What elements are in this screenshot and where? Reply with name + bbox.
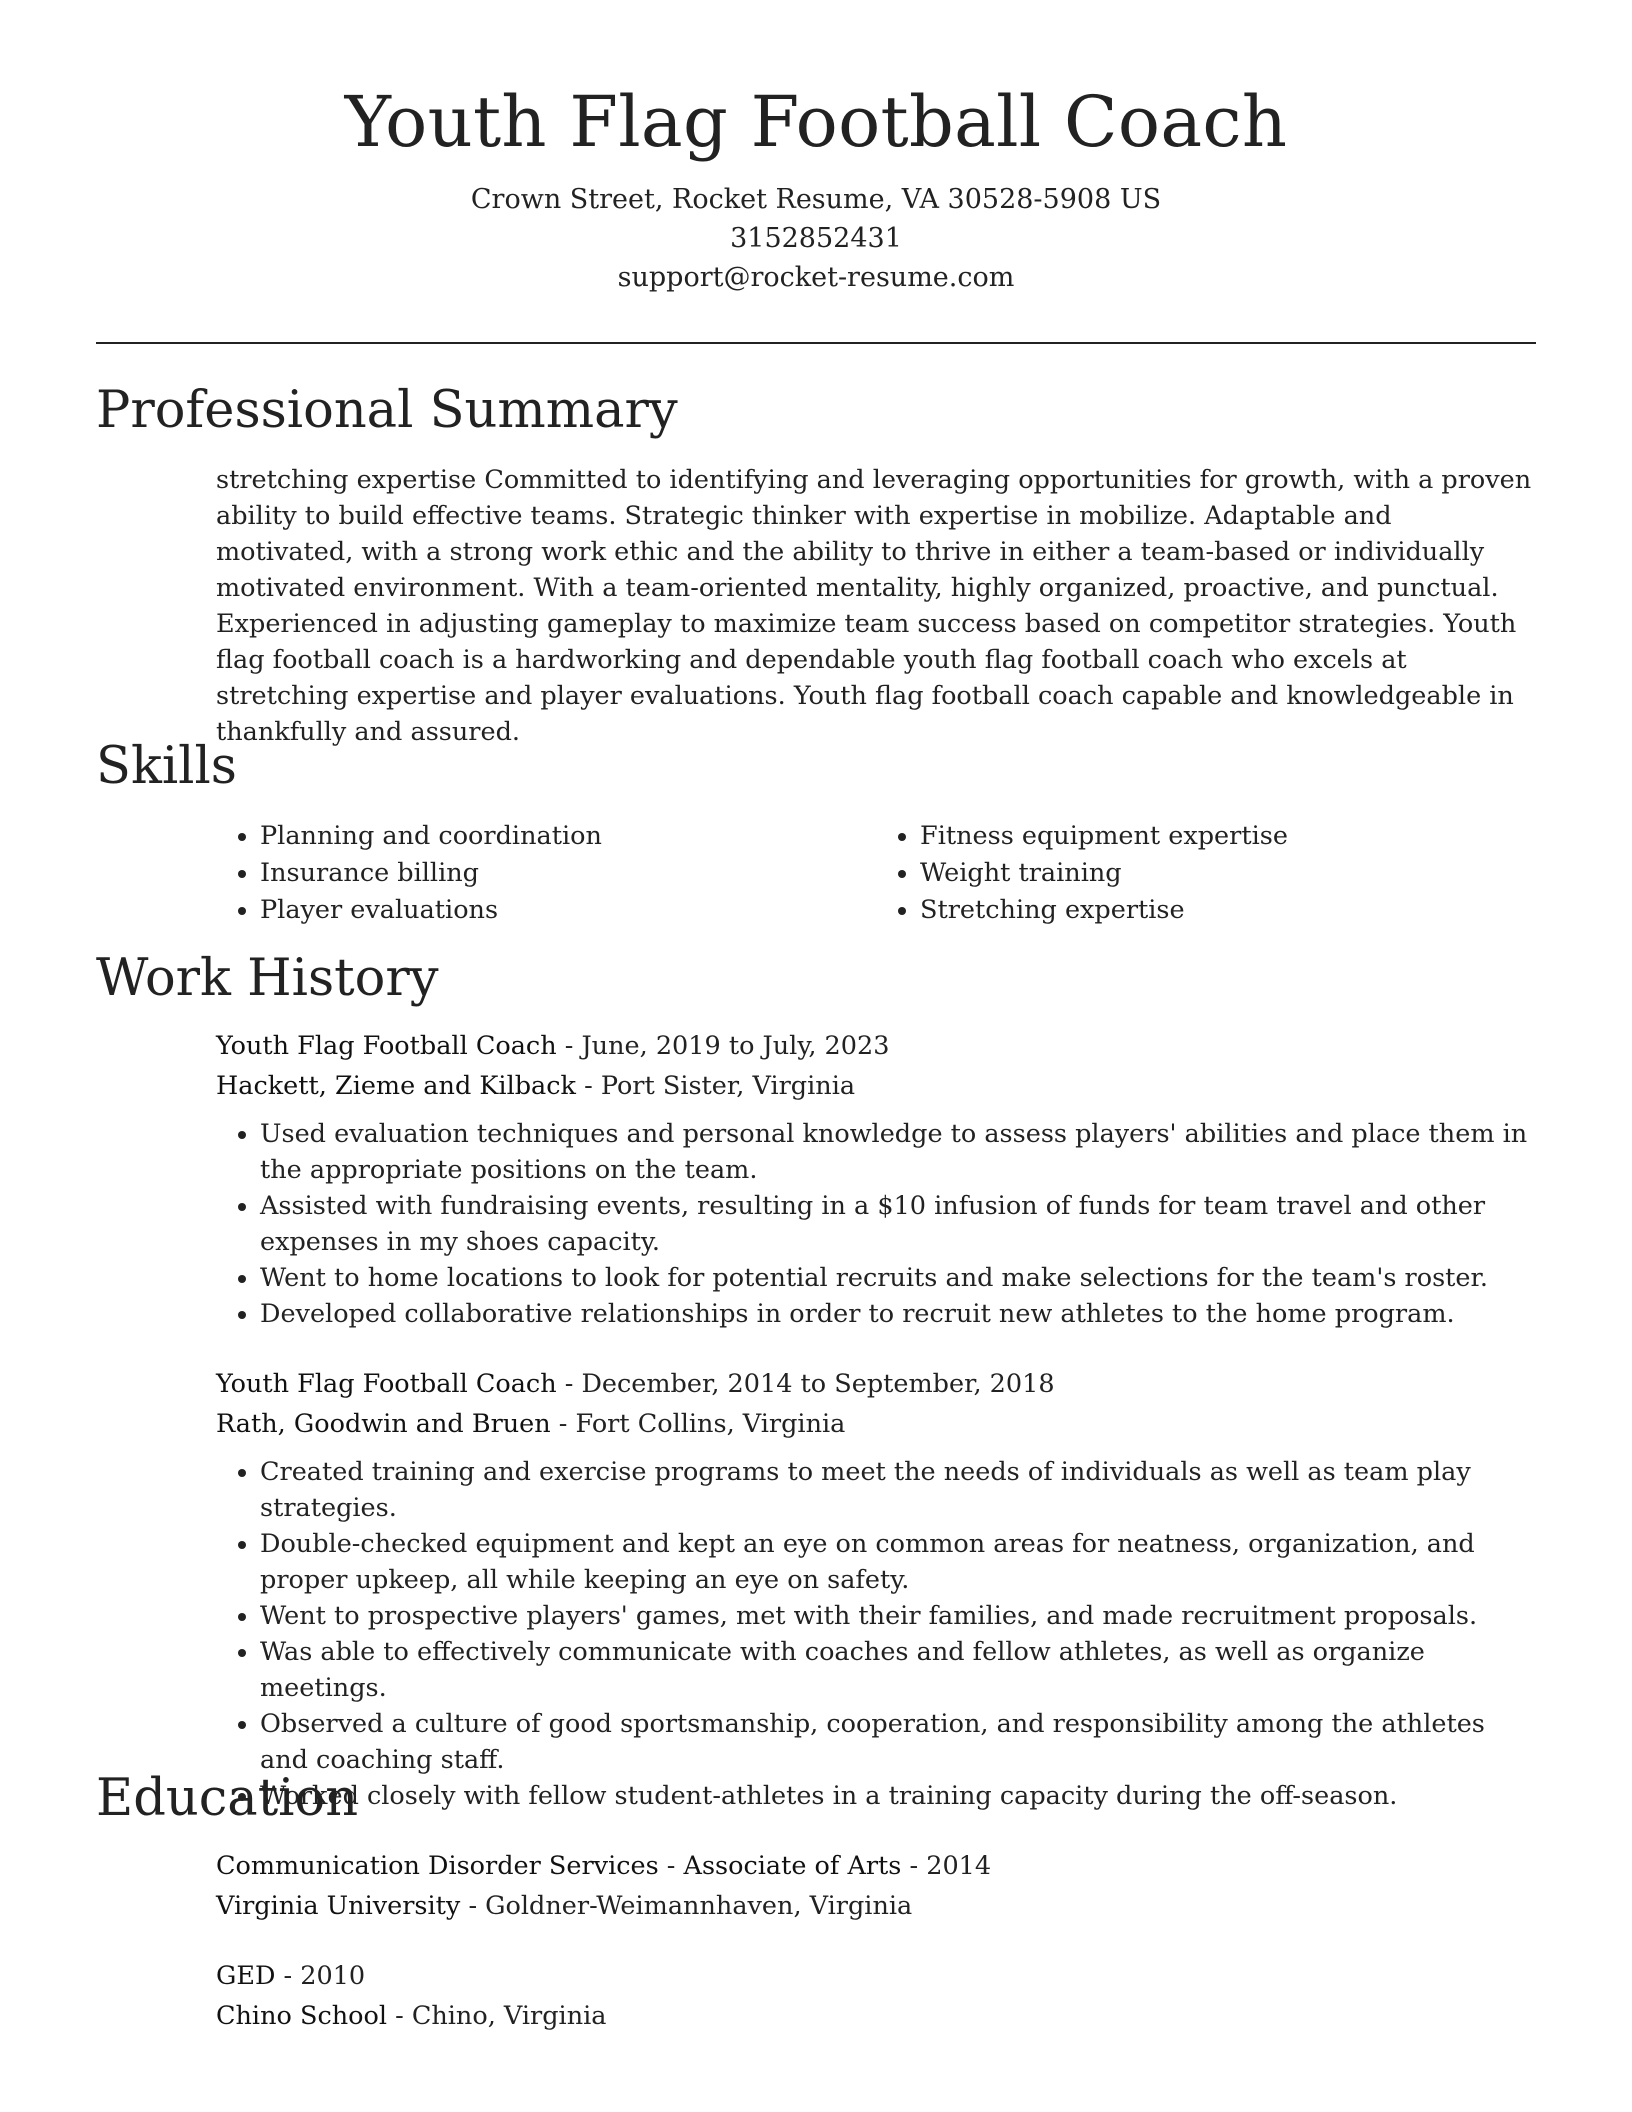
resume-header xyxy=(0,80,1632,297)
job-location: Fort Collins, Virginia xyxy=(575,1409,846,1439)
phone: 3152852431 xyxy=(730,223,902,254)
skill-item: • Player evaluations xyxy=(260,892,876,929)
job-title-line: Youth Flag Football Coach - June, 2019 to July, 2023 xyxy=(216,1031,890,1061)
job-dates: December, 2014 to September, 2018 xyxy=(581,1369,1055,1399)
job-bullet: • Worked closely with fellow student-athletes in a training capacity during the off-season. xyxy=(260,1778,1536,1814)
education-heading: Education xyxy=(96,1769,359,1828)
candidate-name: Youth Flag Football Coach xyxy=(344,81,1288,163)
degree-type: Associate of Arts xyxy=(683,1851,902,1881)
skill-item: • Fitness equipment expertise xyxy=(920,818,1536,855)
job-bullet: • Went to prospective players' games, met with their families, and made recruitment proposals. xyxy=(260,1598,1536,1634)
school-name: Virginia University xyxy=(216,1891,461,1921)
job-bullet: • Created training and exercise programs to meet the needs of individuals as well as team play strategies. xyxy=(260,1454,1536,1526)
skills-list xyxy=(216,818,1536,929)
job-bullets xyxy=(216,1116,1536,1332)
job-title-line: Youth Flag Football Coach - December, 2014 to September, 2018 xyxy=(216,1369,1055,1399)
school-name: Chino School xyxy=(216,2001,388,2031)
job-company: Rath, Goodwin and Bruen xyxy=(216,1409,551,1439)
graduation-year: 2014 xyxy=(926,1851,992,1881)
skills-heading: Skills xyxy=(96,737,237,796)
job-bullet: • Was able to effectively communicate with coaches and fellow athletes, as well as organize meetings. xyxy=(260,1634,1536,1706)
degree: GED xyxy=(216,1961,276,1991)
job-location: Port Sister, Virginia xyxy=(600,1071,856,1101)
job-dates: June, 2019 to July, 2023 xyxy=(581,1031,890,1061)
job-entry xyxy=(216,1026,1536,1332)
job-company-line: Rath, Goodwin and Bruen - Fort Collins, Virginia xyxy=(216,1409,846,1439)
job-bullet: • Double-checked equipment and kept an eye on common areas for neatness, organization, and proper upkeep, all while keeping an eye on safety. xyxy=(260,1526,1536,1598)
job-company: Hackett, Zieme and Kilback xyxy=(216,1071,576,1101)
school-location: Chino, Virginia xyxy=(411,2001,607,2031)
skill-item: • Weight training xyxy=(920,855,1536,892)
education-entry xyxy=(216,1846,1536,1926)
summary-heading: Professional Summary xyxy=(96,381,678,440)
skill-item: • Stretching expertise xyxy=(920,892,1536,929)
work-history-heading: Work History xyxy=(96,949,439,1008)
job-bullet: • Went to home locations to look for potential recruits and make selections for the team's roster. xyxy=(260,1260,1536,1296)
skill-item: • Planning and coordination xyxy=(260,818,876,855)
job-bullet: • Developed collaborative relationships in order to recruit new athletes to the home program. xyxy=(260,1296,1536,1332)
job-title: Youth Flag Football Coach xyxy=(216,1369,557,1399)
education-school-line: Virginia University - Goldner-Weimannhaven, Virginia xyxy=(216,1891,913,1921)
education-school-line: Chino School - Chino, Virginia xyxy=(216,2001,607,2031)
education-degree-line: GED - 2010 xyxy=(216,1961,366,1991)
job-entry xyxy=(216,1364,1536,1814)
email: support@rocket-resume.com xyxy=(617,262,1015,293)
skills-column-right xyxy=(876,818,1536,929)
address: Crown Street, Rocket Resume, VA 30528-5908 US xyxy=(470,184,1162,215)
contact-info xyxy=(0,180,1632,297)
education-degree-line: Communication Disorder Services - Associate of Arts - 2014 xyxy=(216,1851,992,1881)
skill-item: • Insurance billing xyxy=(260,855,876,892)
job-bullets xyxy=(216,1454,1536,1814)
job-company-line: Hackett, Zieme and Kilback - Port Sister, Virginia xyxy=(216,1071,856,1101)
education-entry xyxy=(216,1956,1536,2036)
degree: Communication Disorder Services xyxy=(216,1851,659,1881)
job-bullet: • Assisted with fundraising events, resulting in a $10 infusion of funds for team travel and other expenses in my shoes capacity. xyxy=(260,1188,1536,1260)
job-title: Youth Flag Football Coach xyxy=(216,1031,557,1061)
school-location: Goldner-Weimannhaven, Virginia xyxy=(485,1891,913,1921)
job-bullet: • Used evaluation techniques and personal knowledge to assess players' abilities and place them in the appropriate positions on the team. xyxy=(260,1116,1536,1188)
header-divider xyxy=(96,342,1536,344)
graduation-year: 2010 xyxy=(300,1961,366,1991)
skills-column-left xyxy=(216,818,876,929)
job-bullet: • Observed a culture of good sportsmanship, cooperation, and responsibility among the athletes and coaching staff. xyxy=(260,1706,1536,1778)
summary-text: stretching expertise Committed to identifying and leveraging opportunities for growth, with a proven ability to build effective teams. Strategic thinker with expertise in mobilize. Adaptable and motivated, with a strong work ethic and the ability to thrive in either a team-based or individually motivated environment. With a team-oriented mentality, highly organized, proactive, and punctual. Experienced in adjusting gameplay to maximize team success based on competitor strategies. Youth flag football coach is a hardworking and dependable youth flag football coach who excels at stretching expertise and player evaluations. Youth flag football coach capable and knowledgeable in thankfully and assured. xyxy=(216,465,1532,747)
